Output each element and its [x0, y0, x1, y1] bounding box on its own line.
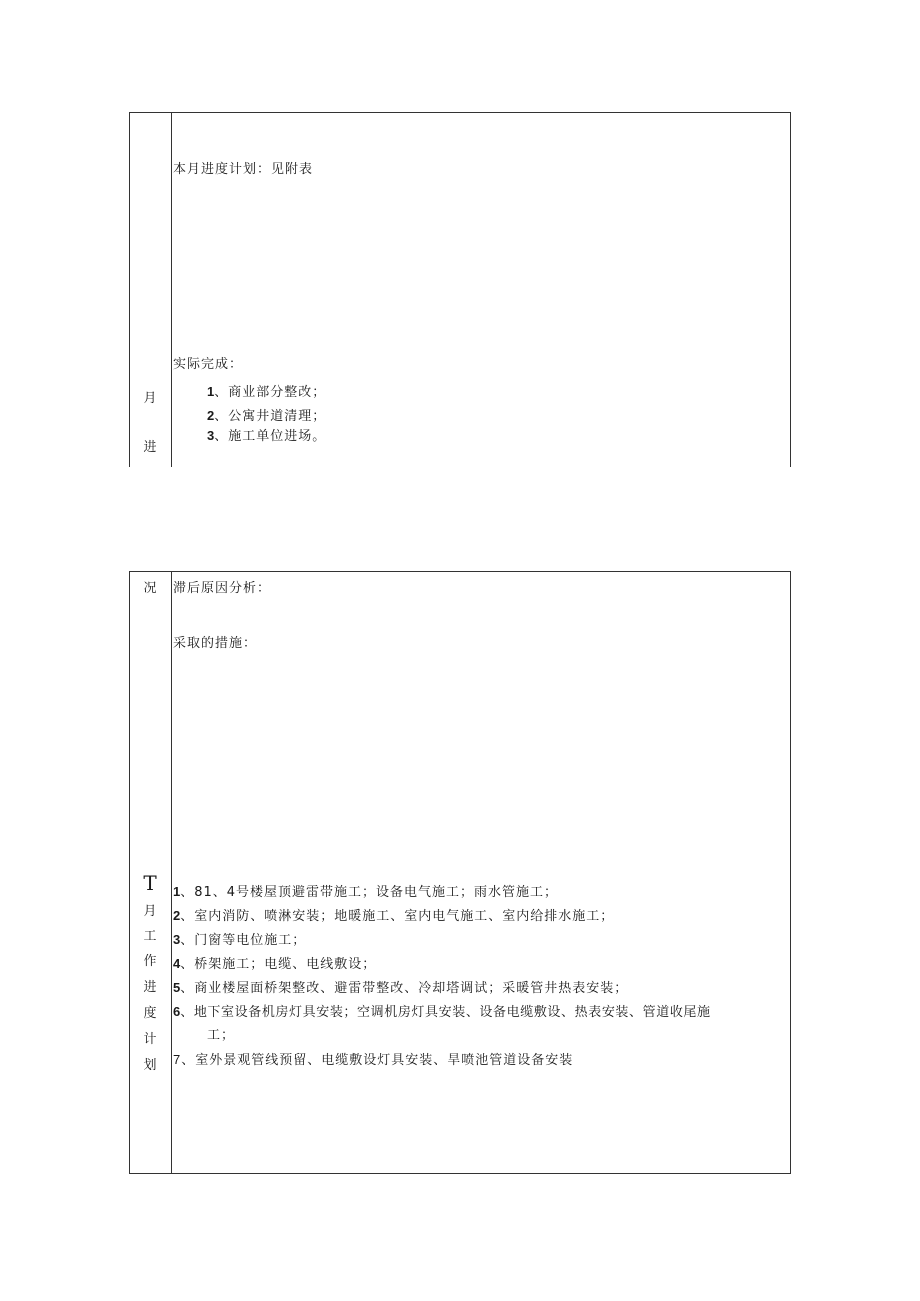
item-number: 2 — [173, 908, 181, 923]
plan-item — [173, 956, 376, 973]
item-text: 、施工单位进场。 — [214, 429, 327, 444]
left-label-char: 进 — [143, 440, 157, 455]
item-text: 、81、4号楼屋顶避雷带施工；设备电气施工；雨水管施工； — [180, 885, 559, 900]
left-label-top: 况 — [143, 581, 157, 596]
item-number: 5 — [173, 980, 181, 995]
bottom-border — [129, 1173, 791, 1174]
left-border — [129, 112, 130, 467]
left-label-char: 月 — [143, 904, 157, 919]
left-label-char: 月 — [143, 391, 157, 406]
item-text: 、室外景观管线预留、电缆敷设灯具安装、旱喷池管道设备安装 — [181, 1053, 574, 1068]
item-number: 3 — [207, 428, 215, 443]
item-number: 3 — [173, 932, 181, 947]
plan-item — [173, 884, 558, 901]
item-text: 、室内消防、喷淋安装；地暖施工、室内电气施工、室内给排水施工； — [180, 909, 615, 924]
left-label-char: 计 — [143, 1032, 157, 1047]
left-label-char: 度 — [143, 1006, 157, 1021]
actual-item — [207, 408, 326, 425]
item-text: 、地下室设备机房灯具安装；空调机房灯具安装、设备电缆敷设、热表安装、管道收尾施 — [180, 1005, 711, 1020]
left-label-char: 划 — [143, 1058, 157, 1073]
plan-item — [173, 1004, 711, 1021]
plan-item — [173, 1052, 573, 1069]
actual-item — [207, 384, 326, 401]
item-text: 、公寓井道清理； — [214, 409, 327, 424]
left-label-char: 进 — [143, 980, 157, 995]
item-number: 1 — [173, 884, 181, 899]
item-number: 6 — [173, 1004, 181, 1019]
item-text: 、商业楼屋面桥架整改、避雷带整改、冷却塔调试；采暖管井热表安装； — [180, 981, 629, 996]
plan-text: 本月进度计划：见附表 — [173, 162, 314, 177]
column-divider — [171, 571, 172, 1174]
item-text: 、商业部分整改； — [214, 385, 327, 400]
left-label-char: T — [143, 871, 157, 895]
column-divider — [171, 112, 172, 467]
delay-label: 滞后原因分析： — [173, 581, 272, 596]
right-border — [790, 112, 791, 467]
item-number: 7 — [173, 1052, 182, 1067]
item-text: 、桥架施工；电缆、电线敷设； — [180, 957, 377, 972]
item-number: 2 — [207, 408, 215, 423]
plan-item-continuation: 工； — [207, 1028, 236, 1043]
item-number: 4 — [173, 956, 181, 971]
actual-label: 实际完成： — [173, 357, 244, 372]
left-label-char: 工 — [143, 929, 157, 944]
left-label-char: 作 — [143, 954, 157, 969]
measures-label: 采取的措施： — [173, 636, 258, 651]
plan-item — [173, 932, 306, 949]
right-border — [790, 571, 791, 1174]
plan-item — [173, 908, 614, 925]
actual-item — [207, 428, 326, 445]
item-text: 、门窗等电位施工； — [180, 933, 307, 948]
top-border — [129, 571, 791, 572]
plan-item — [173, 980, 628, 997]
item-number: 1 — [207, 384, 215, 399]
top-border — [129, 112, 791, 113]
